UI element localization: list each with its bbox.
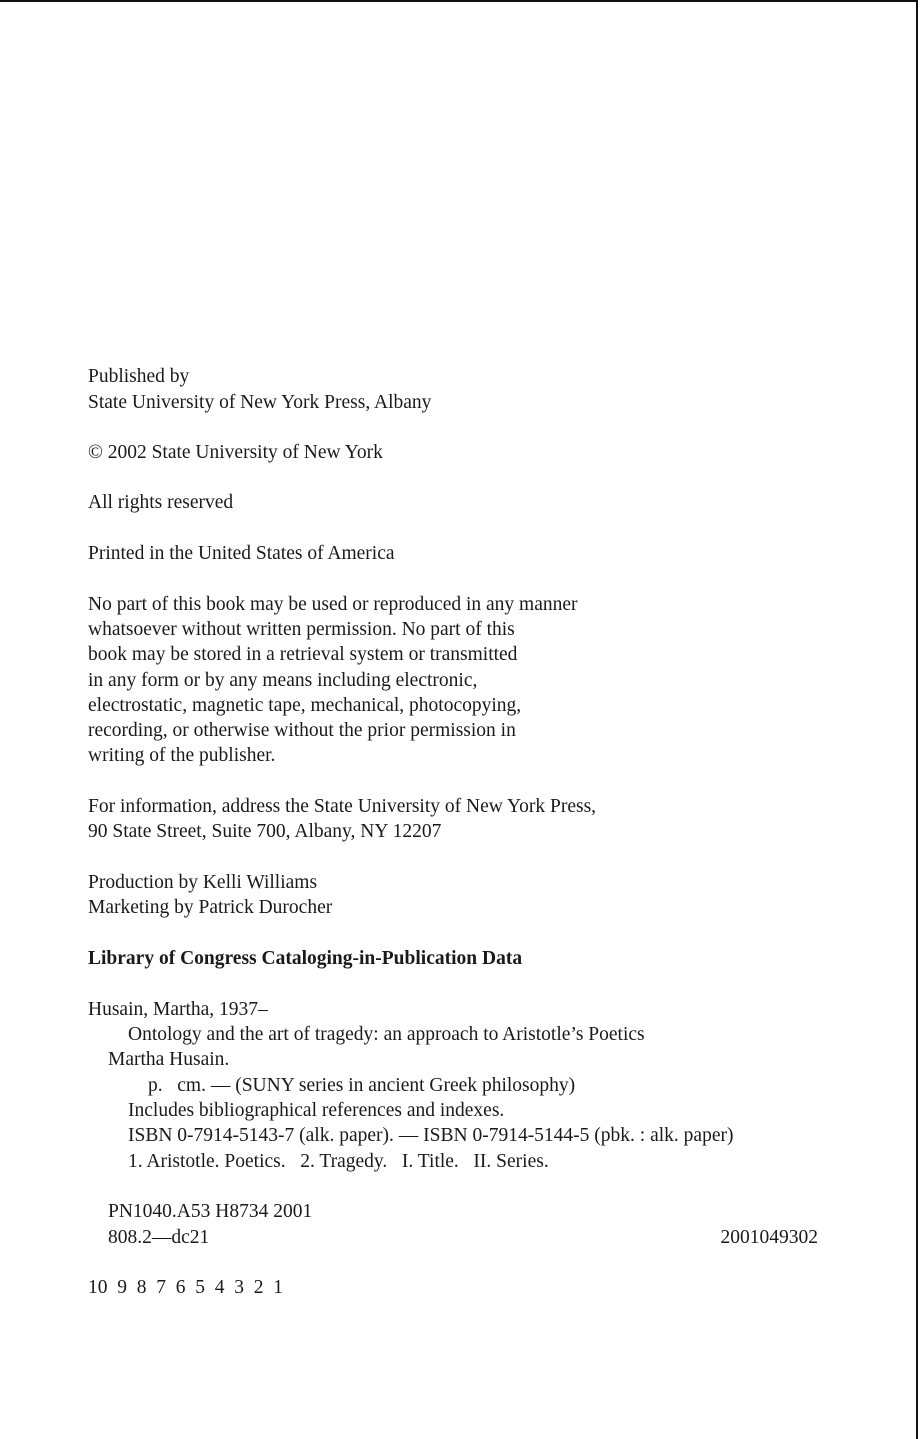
cip-heading: Library of Congress Cataloging-in-Publication Data (88, 948, 523, 969)
cip-lc-classification: PN1040.A53 H8734 2001 (108, 1201, 313, 1222)
permission-line: recording, or otherwise without the prior permission in (88, 720, 516, 741)
cip-author: Husain, Martha, 1937– (88, 999, 268, 1020)
cip-subjects: 1. Aristotle. Poetics. 2. Tragedy. I. Title. II. Series. (128, 1151, 549, 1172)
permission-line: whatsoever without written permission. No part of this (88, 619, 515, 640)
cip-notes: Includes bibliographical references and indexes. (128, 1100, 505, 1121)
marketing-credit: Marketing by Patrick Durocher (88, 897, 333, 918)
cip-title-continued: Martha Husain. (108, 1049, 230, 1070)
production-credit: Production by Kelli Williams (88, 872, 318, 893)
published-by-label: Published by (88, 366, 190, 387)
publisher-name: State University of New York Press, Albany (88, 392, 432, 413)
permission-line: book may be stored in a retrieval system or transmitted (88, 644, 518, 665)
printing-line: 10 9 8 7 6 5 4 3 2 1 (88, 1277, 283, 1298)
permission-line: No part of this book may be used or reproduced in any manner (88, 594, 578, 615)
information-line: 90 State Street, Suite 700, Albany, NY 12207 (88, 821, 442, 842)
permission-line: in any form or by any means including electronic, (88, 670, 478, 691)
cip-title: Ontology and the art of tragedy: an approach to Aristotle’s Poetics (128, 1024, 645, 1045)
cip-dewey-classification: 808.2—dc21 (108, 1227, 210, 1248)
permission-line: electrostatic, magnetic tape, mechanical, photocopying, (88, 695, 522, 716)
cip-physical-description: p. cm. — (SUNY series in ancient Greek philosophy) (148, 1075, 576, 1096)
cip-lccn: 2001049302 (720, 1227, 818, 1248)
printed-in: Printed in the United States of America (88, 543, 395, 564)
permission-line: writing of the publisher. (88, 745, 276, 766)
cip-isbn: ISBN 0-7914-5143-7 (alk. paper). — ISBN 0-7914-5144-5 (pbk. : alk. paper) (128, 1125, 734, 1146)
rights-statement: All rights reserved (88, 492, 234, 513)
copyright-notice: © 2002 State University of New York (88, 442, 383, 463)
information-line: For information, address the State University of New York Press, (88, 796, 597, 817)
